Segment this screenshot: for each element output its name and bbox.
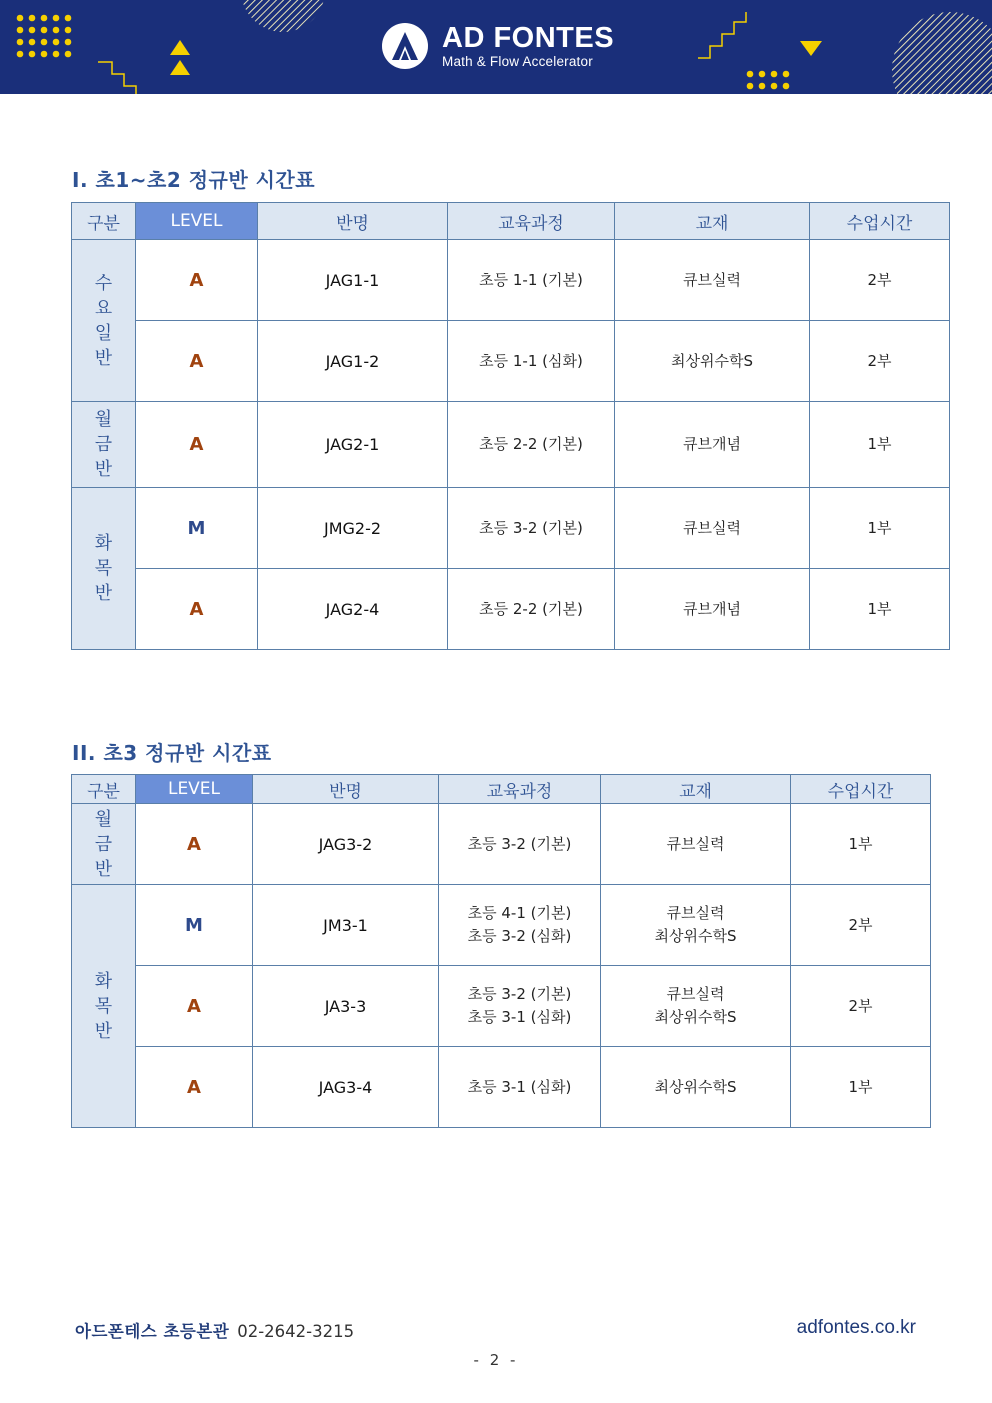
table-row [72,321,950,402]
column-header: 수업시간 [810,203,950,240]
column-header: 교재 [601,775,791,804]
textbook-cell: 큐브실력 최상위수학S [601,966,791,1047]
timetable-grade1-2 [71,202,950,650]
table-header-row [72,775,931,804]
table-row [72,569,950,650]
group-label-monday-friday: 월 금 반 [72,402,136,488]
curriculum-cell: 초등 2-2 (기본) [448,402,615,488]
level-cell: A [136,569,258,650]
column-header: 구분 [72,203,136,240]
textbook-cell: 큐브실력 [615,488,810,569]
class-name-cell: JAG3-4 [253,1047,439,1128]
column-header: 교재 [615,203,810,240]
column-header: 교육과정 [448,203,615,240]
level-cell: A [136,1047,253,1128]
class-time-cell: 2부 [810,240,950,321]
table-header-row [72,203,950,240]
header-banner [0,0,992,94]
page-number: - 2 - [473,1351,519,1369]
level-cell: A [136,804,253,885]
level-cell: M [136,885,253,966]
level-cell: A [136,402,258,488]
brand-logo [382,20,614,72]
section-title: II. 초3 정규반 시간표 [72,741,272,765]
website-link[interactable]: adfontes.co.kr [796,1317,916,1338]
class-time-cell: 2부 [810,321,950,402]
class-time-cell: 1부 [810,488,950,569]
level-cell: A [136,966,253,1047]
branch-name: 아드폰테스 초등본관 [75,1322,230,1341]
textbook-cell: 큐브개념 [615,402,810,488]
level-cell: A [136,321,258,402]
brand-name: AD FONTES [442,21,615,54]
class-time-cell: 1부 [791,804,931,885]
table-row [72,1047,931,1128]
table-row [72,402,950,488]
curriculum-cell: 초등 4-1 (기본) 초등 3-2 (심화) [439,885,601,966]
textbook-cell: 큐브실력 [601,804,791,885]
class-name-cell: JAG1-2 [258,321,448,402]
curriculum-cell: 초등 1-1 (기본) [448,240,615,321]
class-name-cell: JA3-3 [253,966,439,1047]
column-header: 교육과정 [439,775,601,804]
table-row [72,885,931,966]
group-label-wednesday: 수 요 일 반 [72,240,136,402]
curriculum-cell: 초등 3-2 (기본) [439,804,601,885]
class-name-cell: JAG1-1 [258,240,448,321]
group-label-tuesday-thursday: 화 목 반 [72,488,136,650]
class-time-cell: 1부 [810,402,950,488]
column-header: 구분 [72,775,136,804]
level-cell: M [136,488,258,569]
textbook-cell: 큐브실력 [615,240,810,321]
textbook-cell: 최상위수학S [615,321,810,402]
curriculum-cell: 초등 2-2 (기본) [448,569,615,650]
class-time-cell: 2부 [791,885,931,966]
group-label-monday-friday: 월 금 반 [72,804,136,885]
table-row [72,966,931,1047]
curriculum-cell: 초등 3-1 (심화) [439,1047,601,1128]
curriculum-cell: 초등 3-2 (기본) [448,488,615,569]
class-name-cell: JAG3-2 [253,804,439,885]
curriculum-cell: 초등 1-1 (심화) [448,321,615,402]
footer-contact [75,1318,354,1342]
group-label-tuesday-thursday: 화 목 반 [72,885,136,1128]
column-header: 반명 [258,203,448,240]
phone-number: 02-2642-3215 [237,1322,355,1341]
timetable-grade3 [71,774,931,1128]
class-time-cell: 1부 [810,569,950,650]
table-row [72,488,950,569]
column-header-level: LEVEL [136,203,258,240]
brand-tagline: Math & Flow Accelerator [442,53,593,69]
section-title: I. 초1~초2 정규반 시간표 [72,168,316,192]
class-name-cell: JM3-1 [253,885,439,966]
column-header: 수업시간 [791,775,931,804]
column-header: 반명 [253,775,439,804]
table-row [72,240,950,321]
curriculum-cell: 초등 3-2 (기본) 초등 3-1 (심화) [439,966,601,1047]
class-name-cell: JAG2-1 [258,402,448,488]
table-row [72,804,931,885]
class-time-cell: 1부 [791,1047,931,1128]
level-cell: A [136,240,258,321]
brand-logo-icon [382,23,428,69]
class-time-cell: 2부 [791,966,931,1047]
textbook-cell: 큐브실력 최상위수학S [601,885,791,966]
textbook-cell: 최상위수학S [601,1047,791,1128]
class-name-cell: JMG2-2 [258,488,448,569]
textbook-cell: 큐브개념 [615,569,810,650]
class-name-cell: JAG2-4 [258,569,448,650]
column-header-level: LEVEL [136,775,253,804]
